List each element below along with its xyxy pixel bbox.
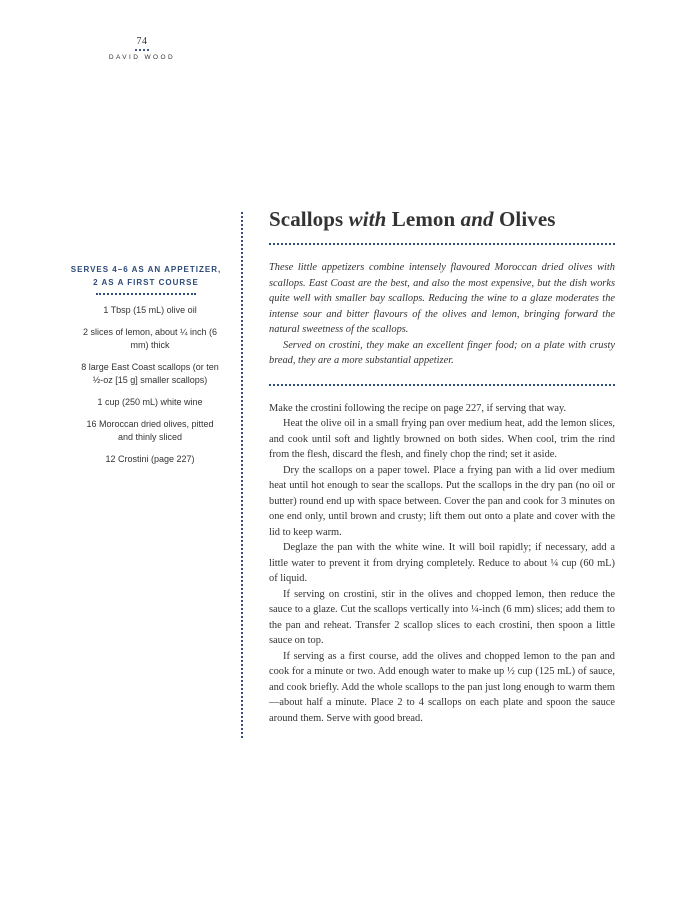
ingredient-list: [62, 304, 230, 466]
ingredient-item: 12 Crostini (page 227): [105, 454, 195, 464]
recipe-title: [269, 204, 615, 234]
title-part-italic: and: [460, 207, 494, 231]
ingredient-item: 1 Tbsp (15 mL) olive oil: [103, 305, 197, 315]
method-paragraph: If serving as a first course, add the olives and chopped lemon to the pan and cook for a minute or two. Add enough water to make up ½ cup (125 mL) of sauce, and cook briefly. Add the whole scallops to the pan just long enough to warm them—about half a minute. Place 2 to 4 scallops on each plate and spoon the sauce around them. Serve with good bread.: [269, 650, 615, 724]
recipe-intro: [269, 260, 615, 369]
title-part: Olives: [493, 207, 556, 231]
title-part-italic: with: [348, 207, 387, 231]
ingredient-item: 8 large East Coast scallops (or ten ½-oz [15 g] smaller scallops): [81, 362, 219, 385]
ingredient-item: 16 Moroccan dried olives, pitted and thinly sliced: [86, 419, 214, 442]
ingredient-item: 2 slices of lemon, about ¼ inch (6 mm) thick: [82, 327, 218, 350]
serves-heading: [62, 263, 230, 289]
ingredient-item: 1 cup (250 mL) white wine: [97, 397, 203, 407]
recipe-method: [269, 401, 615, 727]
serves-line-2: 2 AS A FIRST COURSE: [93, 278, 199, 287]
method-paragraph: Heat the olive oil in a small frying pan over medium heat, add the lemon slices, and cook until soft and lightly browned on both sides. When cool, trim the rind from the flesh, discard the flesh, and finely chop the rind; set it aside.: [269, 418, 615, 460]
serves-divider: [96, 293, 196, 295]
ingredients-sidebar: [62, 263, 230, 475]
intro-divider: [269, 384, 615, 386]
title-divider: [269, 243, 615, 245]
page-number-divider: [135, 49, 149, 51]
vertical-dotted-divider: [241, 212, 243, 738]
page-number: 74: [136, 36, 148, 47]
author-name: DAVID WOOD: [108, 54, 176, 61]
method-paragraph: Dry the scallops on a paper towel. Place a frying pan with a lid over medium heat until hot enough to sear the scallops. Put the scallops in the dry pan (no oil or butter) round end up with space between. Cover the pan and cook for 3 minutes on one end only, until brown and crusty; lift them out onto a plate and cover with the lid to keep warm.: [269, 464, 615, 538]
method-paragraph: If serving on crostini, stir in the olives and chopped lemon, then reduce the sauce to a glaze. Cut the scallops vertically into ¼-inch (6 mm) slices; add them to the pan and reheat. Transfer 2 scallop slices to each crostini, then spoon a little sauce on top.: [269, 588, 615, 646]
title-part: Lemon: [386, 207, 461, 231]
recipe-main: [269, 204, 615, 726]
running-header: [102, 36, 182, 61]
method-paragraph: Make the crostini following the recipe on page 227, if serving that way.: [269, 402, 567, 414]
intro-paragraph: These little appetizers combine intensely flavoured Moroccan dried olives with scallops. East Coast are the best, and also the most expensive, but the dish works quite well with smaller bay scallops. Reducing the wine to a glaze moderates the intense sour and bitter flavours of the olives and lemon, bringing forward the natural sweetness of the scallops.: [269, 262, 615, 335]
title-part: Scallops: [269, 207, 349, 231]
intro-paragraph: Served on crostini, they make an excellent finger food; on a plate with crusty bread, they are a more substantial appetizer.: [269, 339, 615, 366]
method-paragraph: Deglaze the pan with the white wine. It will boil rapidly; if necessary, add a little water to prevent it from drying completely. Reduce to about ¼ cup (60 mL) of liquid.: [269, 542, 615, 584]
serves-line-1: SERVES 4–6 AS AN APPETIZER,: [70, 265, 222, 274]
